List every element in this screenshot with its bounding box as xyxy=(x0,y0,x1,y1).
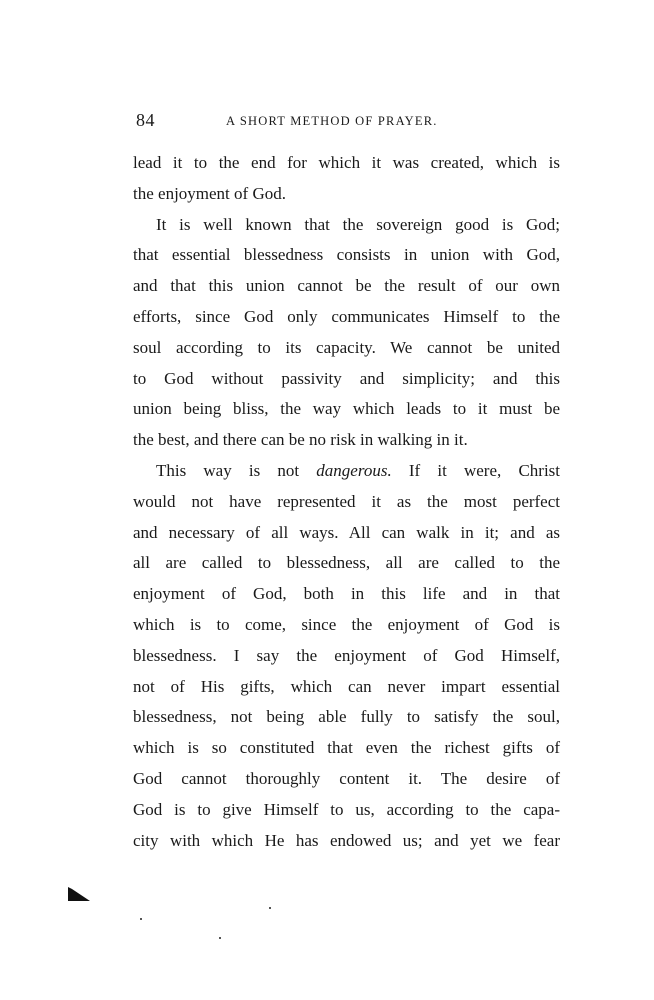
text-line: which is to come, since the enjoyment of God is xyxy=(133,614,560,634)
lead-in: This way is not xyxy=(156,460,317,480)
paragraph-1 xyxy=(133,148,560,210)
text-line: God is to give Himself to us, according to the capa- xyxy=(133,799,560,819)
emphasis-word: dangerous. xyxy=(316,460,392,480)
text-line: that essential blessedness consists in union with God, xyxy=(133,245,560,265)
text-line: would not have represented it as the most perfect xyxy=(133,491,560,511)
text-line: the best, and there can be no risk in walking in it. xyxy=(133,430,468,450)
text-line: efforts, since God only communicates Himself to the xyxy=(133,306,560,326)
body-text xyxy=(133,148,560,856)
page-header xyxy=(136,110,562,134)
text-line: lead it to the end for which it was created, which is xyxy=(133,153,560,172)
running-head: A SHORT METHOD OF PRAYER. xyxy=(226,114,438,128)
text-line: and necessary of all ways. All can walk in it; and as xyxy=(133,522,560,542)
scan-speck xyxy=(269,907,271,909)
text-line: union being bliss, the way which leads to it must be xyxy=(133,399,560,419)
text-line: city with which He has endowed us; and yet we fear xyxy=(133,830,560,850)
scan-speck xyxy=(140,918,142,920)
text-line: soul according to its capacity. We cannot be united xyxy=(133,337,560,357)
text-line-first xyxy=(133,456,560,487)
text-line: all are called to blessedness, all are called to the xyxy=(133,553,560,573)
paragraph-3 xyxy=(133,456,560,856)
text-line: blessedness. I say the enjoyment of God Himself, xyxy=(133,645,560,665)
text-line: It is well known that the sovereign good is God; xyxy=(156,214,560,234)
text-line: enjoyment of God, both in this life and in that xyxy=(133,584,560,604)
text-line: the enjoyment of God. xyxy=(133,183,286,203)
text-line: which is so constituted that even the richest gifts of xyxy=(133,738,560,758)
paragraph-2 xyxy=(133,210,560,456)
text-line: blessedness, not being able fully to satisfy the soul, xyxy=(133,707,560,727)
text-line: to God without passivity and simplicity; and this xyxy=(133,368,560,388)
text-line: not of His gifts, which can never impart essential xyxy=(133,676,560,696)
triangle-mark-icon xyxy=(68,887,90,901)
page-number: 84 xyxy=(136,110,155,130)
text-line: and that this union cannot be the result of our own xyxy=(133,276,560,296)
lead-rest: If it were, Christ xyxy=(391,460,560,480)
text-line: God cannot thoroughly content it. The desire of xyxy=(133,768,560,788)
scan-speck xyxy=(219,937,221,939)
